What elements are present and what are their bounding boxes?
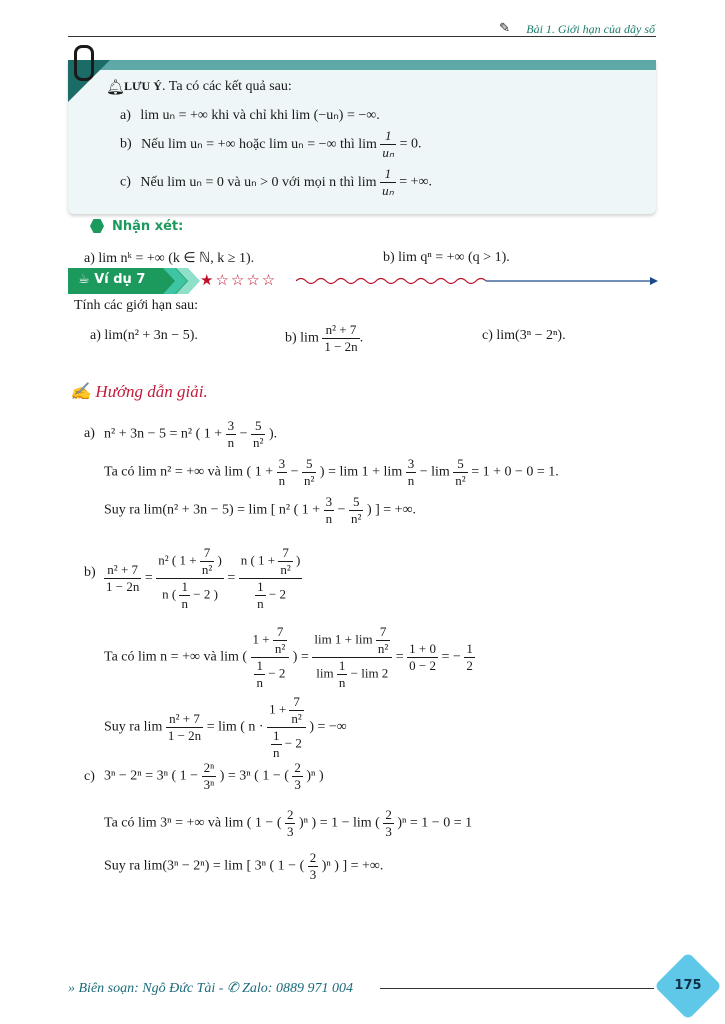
solution-a-label: a) [84,426,95,441]
hexagon-icon [90,219,104,233]
solution-a-step1: n² + 3n − 5 = n² ( 1 + $\frac{3}{n}$ − $\frac{5}{\text{n²}}$ ). [104,418,278,450]
solution-a-step3: Suy ra lim(n² + 3n − 5) = lim [ n² ( 1 + $\frac{3}{n}$ − $\frac{5}{\text{n²}}$ ) ] = +∞. [104,494,417,526]
example-prompt: Tính các giới hạn sau: [74,298,199,313]
ta-co-text: Ta có [104,649,135,665]
suy-ra-text: Suy ra [104,719,141,735]
example-item-label: b) lim [285,330,319,346]
solution-a-step2: Ta có lim n² = +∞ và lim ( 1 + $\frac{3}{n}$ − $\frac{5}{\text{n²}}$ ) = lim 1 + lim $\frac{3}{n}$ − lim $\frac{5}{\text{n²}}$ = 1 + 0 − 0 = 1. [104,456,559,488]
fraction [380,128,396,161]
note-item-b [120,128,422,161]
footer-rule [380,988,654,989]
fraction [380,166,396,199]
va-text: và [203,649,217,665]
fraction-denominator: uₙ [382,183,394,198]
note-title: LƯU Ý [124,79,162,93]
suy-ra-text: Suy ra [104,502,141,518]
example-title: ☕ Ví dụ 7 [78,272,146,287]
fraction-numerator: 1 [385,128,392,143]
note-item-label: c) [120,174,131,190]
note-item-a [120,107,380,124]
note-item-c [120,166,432,199]
wave-divider [296,273,658,289]
solution-c-step2: Ta có lim 3ⁿ = +∞ và lim ( 1 − ( $\frac{2}{3}$ )ⁿ ) = 1 − lim ( $\frac{2}{3}$ )ⁿ = 1 − 0 = 1 [104,807,473,839]
note-item-text: lim uₙ = +∞ khi và chỉ khi lim (−uₙ) = −∞. [140,108,380,123]
ta-co-text: Ta có [104,815,135,831]
solution-title-text: Hướng dẫn giải. [95,382,208,401]
solution-b-label: b) [84,565,96,580]
page-number: 175 [674,978,702,993]
note-item-text: Nếu lim uₙ = 0 và uₙ > 0 với mọi n thì lim [140,174,377,190]
bell-icon: 🔔︎ [106,80,126,96]
ta-co-text: Ta có [104,464,135,480]
solution-c-label: c) [84,769,95,784]
va-text: và [207,815,222,831]
example-item-a: a) lim(n² + 3n − 5). [90,328,198,343]
note-item-label: b) [120,136,132,152]
fraction-numerator: 1 [384,166,392,181]
difficulty-stars: ★☆☆☆☆ [200,273,278,289]
solution-b-step1: $\frac{\text{n² + 7}}{1 - 2n}$ = n² ( 1 + $\frac{7}{\text{n²}}$ ) n ( $\frac{1}{n}$ − 2 ) = n ( 1 + $\frac{7}{\text{n²}}$ ) $\frac{1}{n}$ − 2 [106,545,301,611]
solution-b-step2: Ta có lim n = +∞ và lim ( 1 + $\frac{7}{\text{n²}}$ $\frac{1}{n}$ − 2 ) = lim 1 + lim $\frac{7}{\text{n²}}$ lim $\frac{1}{n}$ − lim 2 = $\frac{1 + 0}{0 - 2}$ = − $\frac{1}{2}$ [104,624,473,690]
note-intro: . Ta có các kết quả sau: [162,79,292,94]
remark-item-a: a) lim nᵏ = +∞ (k ∈ ℕ, k ≥ 1). [84,251,255,266]
remark-item-b: b) lim qⁿ = +∞ (q > 1). [383,250,510,265]
suy-ra-text: Suy ra [104,858,141,874]
solution-c-step1: 3ⁿ − 2ⁿ = 3ⁿ ( 1 − $\frac{\text{2ⁿ}}{\text{3ⁿ}}$ ) = 3ⁿ ( 1 − ( $\frac{2}{3}$ )ⁿ ) [104,760,324,792]
note-item-text: Nếu lim uₙ = +∞ hoặc lim uₙ = −∞ thì lim [141,136,377,152]
header-rule [68,36,656,37]
footer-credit: » Biên soạn: Ngô Đức Tài - ✆ Zalo: 0889 971 004 [68,981,353,996]
fraction [322,322,359,355]
note-item-label: a) [120,108,131,123]
note-item-text: = +∞. [399,174,433,190]
note-top-bar [68,60,656,70]
chapter-title: Bài 1. Giới hạn của dãy số [526,22,655,36]
fraction-denominator: uₙ [382,145,395,160]
edit-icon: ✎ [499,20,510,35]
va-text: và [207,464,221,480]
solution-title: ✍ Hướng dẫn giải. [70,382,208,401]
solution-b-step3: Suy ra lim $\frac{\text{n² + 7}}{1 - 2n}$ = lim ( n · 1 + $\frac{7}{\text{n²}}$ $\frac{1}{n}$ − 2 ) = −∞ [104,694,347,760]
example-item-c: c) lim(3ⁿ − 2ⁿ). [482,328,566,343]
remark-title: Nhận xét: [112,219,184,234]
example-title-text: Ví dụ 7 [94,272,146,287]
solution-c-step3: Suy ra lim(3ⁿ − 2ⁿ) = lim [ 3ⁿ ( 1 − ( $\frac{2}{3}$ )ⁿ ) ] = +∞. [104,850,384,882]
note-item-text: = 0. [399,136,422,152]
fraction-denominator: 1 − 2n [324,339,358,354]
example-item-b: b) lim $\frac{\text{n² + 7}}{1 - 2n}$ . [285,322,364,354]
paperclip-icon [74,45,94,81]
fraction-numerator: n² + 7 [325,322,357,337]
